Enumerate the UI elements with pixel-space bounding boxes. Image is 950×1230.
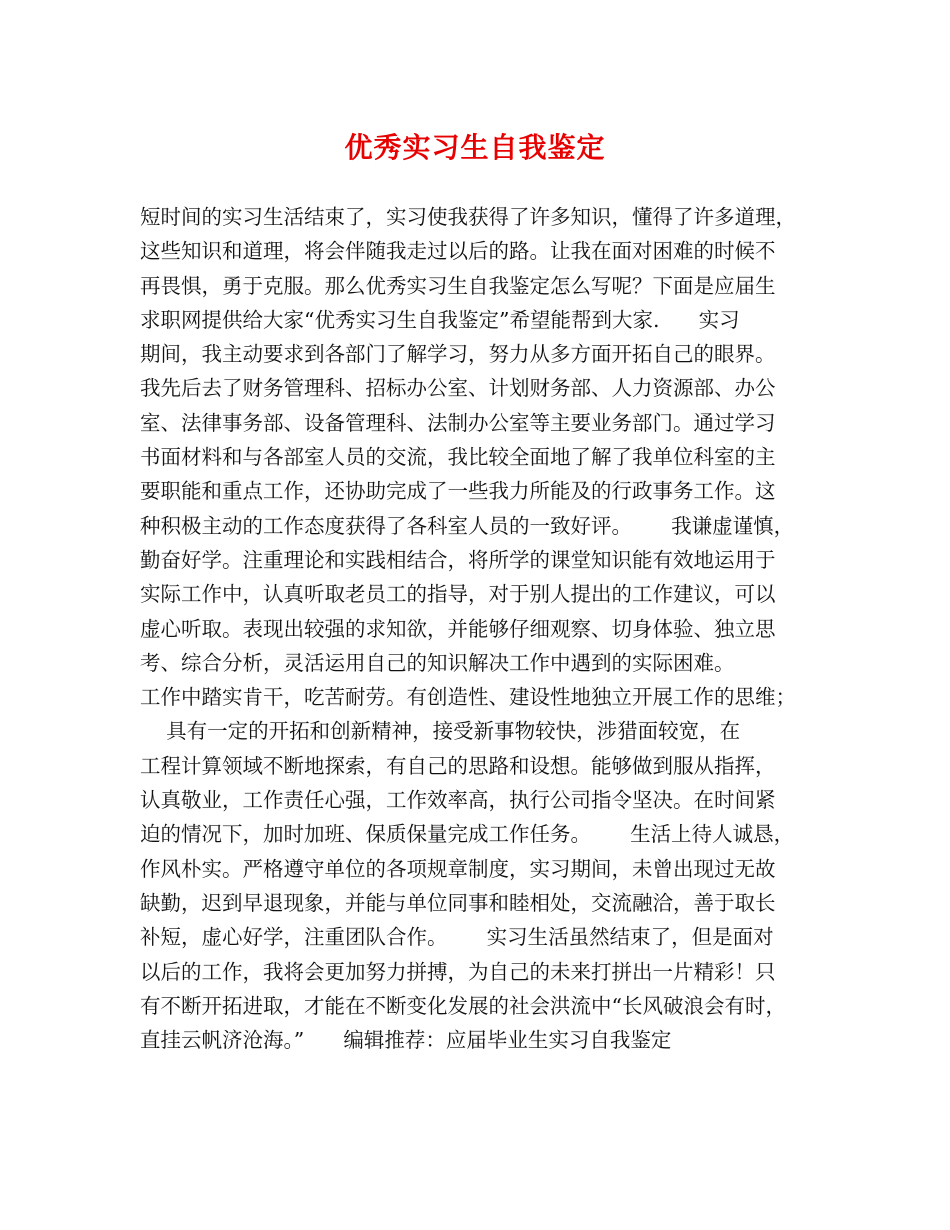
body-line: 工程计算领域不断地探索，有自己的思路和设想。能够做到服从指挥， — [140, 753, 776, 778]
body-line: 实际工作中，认真听取老员工的指导，对于别人提出的工作建议，可以 — [140, 582, 776, 607]
document-title: 优秀实习生自我鉴定 — [344, 131, 606, 164]
body-line: 我先后去了财务管理科、招标办公室、计划财务部、人力资源部、办公 — [140, 376, 776, 401]
body-line: 这些知识和道理，将会伴随我走过以后的路。让我在面对困难的时候不 — [140, 239, 776, 264]
body-line: 工作中踏实肯干，吃苦耐劳。有创造性、建设性地独立开展工作的思维； — [140, 685, 796, 710]
body-line: 求职网提供给大家“优秀实习生自我鉴定”希望能帮到大家. 实习 — [140, 307, 740, 332]
body-line: 补短，虚心好学，注重团队合作。 实习生活虽然结束了，但是面对 — [140, 925, 774, 950]
body-line: 缺勤，迟到早退现象，并能与单位同事和睦相处，交流融洽，善于取长 — [140, 890, 776, 915]
body-line: 考、综合分析，灵活运用自己的知识解决工作中遇到的实际困难。 — [140, 650, 735, 675]
body-line: 短时间的实习生活结束了，实习使我获得了许多知识，懂得了许多道理， — [140, 205, 796, 229]
body-line: 虚心听取。表现出较强的求知欲，并能够仔细观察、切身体验、独立思 — [140, 616, 776, 641]
body-line: 具有一定的开拓和创新精神，接受新事物较快，涉猎面较宽，在 — [140, 719, 741, 744]
body-line: 勤奋好学。注重理论和实践相结合，将所学的课堂知识能有效地运用于 — [140, 547, 776, 572]
body-line: 迫的情况下，加时加班、保质保量完成工作任务。 生活上待人诚恳， — [140, 822, 795, 847]
body-line: 作风朴实。严格遵守单位的各项规章制度，实习期间，未曾出现过无故 — [140, 856, 776, 881]
body-line: 室、法律事务部、设备管理科、法制办公室等主要业务部门。通过学习 — [140, 410, 776, 435]
body-line: 再畏惧，勇于克服。那么优秀实习生自我鉴定怎么写呢？下面是应届生 — [140, 273, 776, 298]
body-line: 要职能和重点工作，还协助完成了一些我力所能及的行政事务工作。这 — [140, 479, 776, 504]
body-line: 直挂云帆济沧海。” 编辑推荐：应届毕业生实习自我鉴定 — [140, 1028, 672, 1053]
document-body — [140, 200, 830, 1057]
body-line: 书面材料和与各部室人员的交流，我比较全面地了解了我单位科室的主 — [140, 445, 776, 470]
body-line: 有不断开拓进取，才能在不断变化发展的社会洪流中“长风破浪会有时， — [140, 993, 786, 1018]
body-line: 认真敬业，工作责任心强，工作效率高，执行公司指令坚决。在时间紧 — [140, 788, 776, 813]
body-line: 种积极主动的工作态度获得了各科室人员的一致好评。 我谦虚谨慎， — [140, 513, 795, 538]
body-line: 以后的工作，我将会更加努力拼搏，为自己的未来打拼出一片精彩！只 — [140, 959, 776, 984]
body-line: 期间，我主动要求到各部门了解学习，努力从多方面开拓自己的眼界。 — [140, 342, 776, 367]
